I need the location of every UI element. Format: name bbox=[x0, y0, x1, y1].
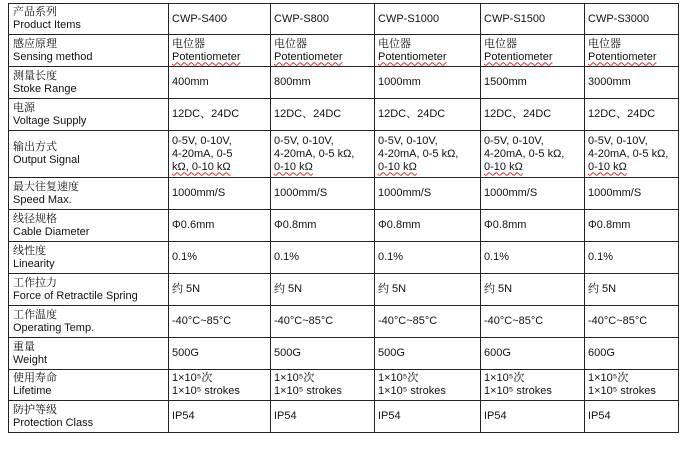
row-label-zh: 工作温度 bbox=[13, 308, 57, 321]
table-cell: -40°C~85°C bbox=[169, 306, 271, 338]
table-cell: 0.1% bbox=[481, 242, 585, 274]
row-label-en: Protection Class bbox=[13, 416, 94, 429]
table-cell: 1000mm/S bbox=[585, 178, 679, 210]
table-cell: 0-5V, 0-10V, 4-20mA, 0-5 kΩ, 0-10 kΩ bbox=[481, 131, 585, 178]
table-cell: 约 5N bbox=[271, 274, 375, 306]
row-label-zh: 线性度 bbox=[13, 244, 46, 257]
table-cell: 0.1% bbox=[169, 242, 271, 274]
table-cell: 电位器 Potentiometer bbox=[375, 35, 481, 67]
table-row bbox=[9, 4, 679, 35]
row-label bbox=[9, 4, 169, 35]
table-cell: Φ0.8mm bbox=[481, 210, 585, 242]
table-cell: 0-5V, 0-10V, 4-20mA, 0-5 kΩ, 0-10 kΩ bbox=[169, 131, 271, 178]
table-cell: IP54 bbox=[375, 401, 481, 433]
table-cell: CWP-S400 bbox=[169, 4, 271, 35]
row-label bbox=[9, 274, 169, 306]
table-cell: 500G bbox=[375, 338, 481, 370]
table-cell: 0.1% bbox=[375, 242, 481, 274]
row-label-en: Output Signal bbox=[13, 154, 80, 166]
table-cell: 12DC、24DC bbox=[481, 99, 585, 131]
table-cell: IP54 bbox=[271, 401, 375, 433]
table-cell: 12DC、24DC bbox=[271, 99, 375, 131]
table-row bbox=[9, 210, 679, 242]
table-cell: IP54 bbox=[169, 401, 271, 433]
table-row bbox=[9, 242, 679, 274]
table-cell: 0.1% bbox=[585, 242, 679, 274]
table-cell: 0-5V, 0-10V, 4-20mA, 0-5 kΩ, 0-10 kΩ bbox=[375, 131, 481, 178]
table-cell: 约 5N bbox=[585, 274, 679, 306]
row-label-en: Operating Temp. bbox=[13, 321, 95, 334]
table-cell: 电位器 Potentiometer bbox=[481, 35, 585, 67]
row-label-zh: 电源 bbox=[13, 101, 35, 114]
row-label-zh: 输出方式 bbox=[13, 141, 57, 153]
row-label bbox=[9, 210, 169, 242]
table-cell: CWP-S1000 bbox=[375, 4, 481, 35]
table-cell: 约 5N bbox=[169, 274, 271, 306]
table-cell: 1000mm/S bbox=[169, 178, 271, 210]
row-label-zh: 线径规格 bbox=[13, 212, 57, 225]
row-label-en: Lifetime bbox=[13, 385, 52, 397]
table-cell: 400mm bbox=[169, 67, 271, 99]
row-label-zh: 使用寿命 bbox=[13, 372, 57, 384]
table-cell: -40°C~85°C bbox=[375, 306, 481, 338]
row-label-zh: 最大往复速度 bbox=[13, 180, 79, 193]
table-row bbox=[9, 401, 679, 433]
spec-table bbox=[8, 3, 679, 433]
table-cell: 1×10⁵次 1×10⁵ strokes bbox=[481, 370, 585, 401]
table-cell: IP54 bbox=[481, 401, 585, 433]
row-label bbox=[9, 35, 169, 67]
row-label-zh: 产品系列 bbox=[13, 6, 57, 18]
row-label-zh: 工作拉力 bbox=[13, 276, 57, 289]
table-cell: Φ0.8mm bbox=[271, 210, 375, 242]
table-row bbox=[9, 35, 679, 67]
table-cell: 600G bbox=[481, 338, 585, 370]
row-label bbox=[9, 338, 169, 370]
table-cell: Φ0.8mm bbox=[585, 210, 679, 242]
table-cell: 1000mm/S bbox=[271, 178, 375, 210]
table-cell: 600G bbox=[585, 338, 679, 370]
table-cell: 500G bbox=[169, 338, 271, 370]
row-label bbox=[9, 99, 169, 131]
table-cell: -40°C~85°C bbox=[271, 306, 375, 338]
table-cell: 800mm bbox=[271, 67, 375, 99]
table-cell: 500G bbox=[271, 338, 375, 370]
row-label-zh: 重量 bbox=[13, 340, 35, 353]
table-cell: 电位器 Potentiometer bbox=[585, 35, 679, 67]
table-cell: 1×10⁵次 1×10⁵ strokes bbox=[271, 370, 375, 401]
table-cell: 1×10⁵次 1×10⁵ strokes bbox=[585, 370, 679, 401]
table-cell: 电位器 Potentiometer bbox=[169, 35, 271, 67]
table-cell: 12DC、24DC bbox=[375, 99, 481, 131]
table-cell: 0-5V, 0-10V, 4-20mA, 0-5 kΩ, 0-10 kΩ bbox=[585, 131, 679, 178]
table-cell: 0.1% bbox=[271, 242, 375, 274]
table-cell: CWP-S1500 bbox=[481, 4, 585, 35]
row-label-en: Linearity bbox=[13, 257, 55, 270]
table-cell: 1×10⁵次 1×10⁵ strokes bbox=[169, 370, 271, 401]
table-cell: 12DC、24DC bbox=[585, 99, 679, 131]
table-cell: -40°C~85°C bbox=[585, 306, 679, 338]
row-label-zh: 感应原理 bbox=[13, 37, 57, 50]
table-row bbox=[9, 306, 679, 338]
row-label-en: Product Items bbox=[13, 19, 81, 31]
table-cell: 3000mm bbox=[585, 67, 679, 99]
row-label bbox=[9, 401, 169, 433]
row-label bbox=[9, 67, 169, 99]
table-row bbox=[9, 131, 679, 178]
table-row bbox=[9, 274, 679, 306]
table-cell: Φ0.8mm bbox=[375, 210, 481, 242]
row-label-en: Speed Max. bbox=[13, 193, 72, 206]
table-cell: Φ0.6mm bbox=[169, 210, 271, 242]
table-row bbox=[9, 67, 679, 99]
table-cell: 0-5V, 0-10V, 4-20mA, 0-5 kΩ, 0-10 kΩ bbox=[271, 131, 375, 178]
table-cell: -40°C~85°C bbox=[481, 306, 585, 338]
row-label-en: Weight bbox=[13, 353, 48, 366]
table-row bbox=[9, 99, 679, 131]
table-cell: IP54 bbox=[585, 401, 679, 433]
table-cell: 1000mm/S bbox=[375, 178, 481, 210]
table-cell: 电位器 Potentiometer bbox=[271, 35, 375, 67]
row-label-zh: 测量长度 bbox=[13, 69, 57, 82]
table-cell: 1500mm bbox=[481, 67, 585, 99]
row-label-zh: 防护等级 bbox=[13, 403, 57, 416]
row-label-en: Stoke Range bbox=[13, 82, 77, 95]
row-label bbox=[9, 131, 169, 178]
row-label-en: Cable Diameter bbox=[13, 225, 90, 238]
row-label bbox=[9, 370, 169, 401]
row-label bbox=[9, 306, 169, 338]
row-label-en: Voltage Supply bbox=[13, 114, 87, 127]
row-label bbox=[9, 178, 169, 210]
table-cell: 1×10⁵次 1×10⁵ strokes bbox=[375, 370, 481, 401]
table-row bbox=[9, 178, 679, 210]
table-cell: 约 5N bbox=[481, 274, 585, 306]
row-label-en: Force of Retractile Spring bbox=[13, 289, 138, 302]
table-row bbox=[9, 338, 679, 370]
table-cell: 12DC、24DC bbox=[169, 99, 271, 131]
table-cell: CWP-S800 bbox=[271, 4, 375, 35]
table-cell: 1000mm bbox=[375, 67, 481, 99]
table-cell: 约 5N bbox=[375, 274, 481, 306]
row-label-en: Sensing method bbox=[13, 50, 93, 63]
row-label bbox=[9, 242, 169, 274]
table-cell: CWP-S3000 bbox=[585, 4, 679, 35]
table-row bbox=[9, 370, 679, 401]
table-cell: 1000mm/S bbox=[481, 178, 585, 210]
